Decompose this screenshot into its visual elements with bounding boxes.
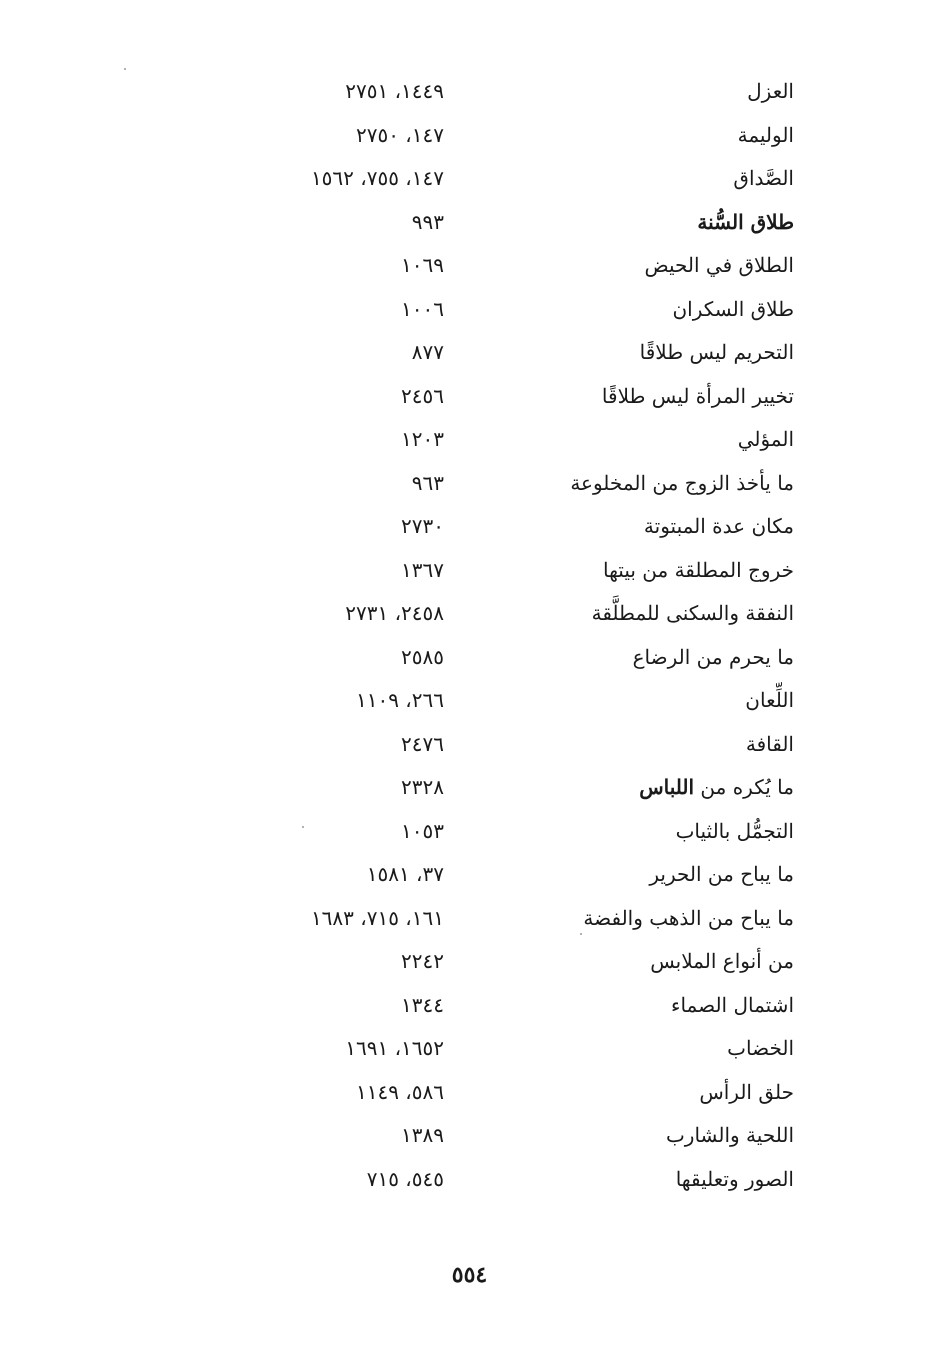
entry-page-references: ١٠٠٦ [401, 296, 444, 321]
index-row [0, 810, 939, 854]
entry-page-references: ٢٤٥٨، ٢٧٣١ [345, 601, 444, 625]
index-row [0, 244, 939, 288]
index-row [0, 1071, 939, 1115]
entry-label-keyword: اللباس [639, 775, 695, 799]
index-row [0, 1158, 939, 1202]
entry-page-references: ١٤٤٩، ٢٧٥١ [345, 79, 444, 103]
entry-label: ما يأخذ الزوج من المخلوعة [570, 470, 794, 495]
index-row [0, 157, 939, 201]
index-row [0, 114, 939, 158]
entry-page-references: ٢٢٤٢ [401, 949, 444, 973]
index-row [0, 679, 939, 723]
index-row [0, 940, 939, 984]
entry-label: حلق الرأس [699, 1079, 794, 1104]
entry-label: ما يباح من الذهب والفضة [583, 905, 794, 930]
entry-page-references: ٩٦٣ [411, 470, 444, 495]
index-row [0, 70, 939, 114]
index-row [0, 331, 939, 375]
entry-page-references: ٢٤٧٦ [401, 731, 444, 756]
entry-label: القافة [745, 731, 794, 756]
entry-page-references: ٩٩٣ [411, 209, 444, 234]
index-row [0, 984, 939, 1028]
index-row [0, 462, 939, 506]
index-row [0, 375, 939, 419]
entry-label: التجمُّل بالثياب [675, 818, 794, 843]
entry-label: من أنواع الملابس [650, 949, 794, 973]
entry-page-references: ١٦٥٢، ١٦٩١ [345, 1036, 444, 1060]
entry-label: خروج المطلقة من بيتها [602, 557, 794, 582]
entry-label: المؤلي [737, 427, 794, 451]
entry-label: العزل [747, 79, 794, 103]
entry-page-references: ١٣٦٧ [401, 557, 444, 582]
entry-page-references: ١٤٧، ٧٥٥، ١٥٦٢ [310, 166, 444, 190]
index-row [0, 592, 939, 636]
entry-label: طلاق السكران [672, 296, 794, 321]
index-row [0, 723, 939, 767]
index-list [0, 70, 939, 1201]
entry-page-references: ٢٥٨٥ [401, 644, 444, 669]
entry-label: التحريم ليس طلاقًا [639, 340, 794, 364]
entry-label: تخيير المرأة ليس طلاقًا [601, 383, 794, 408]
entry-label-text: ما يُكره من [694, 775, 794, 799]
entry-label: اللِّعان [745, 688, 794, 712]
entry-label: الطلاق في الحيض [644, 253, 794, 277]
entry-label: اشتمال الصماء [671, 992, 794, 1017]
index-row [0, 1027, 939, 1071]
entry-page-references: ١٤٧، ٢٧٥٠ [355, 122, 444, 147]
index-row [0, 636, 939, 680]
index-row [0, 1114, 939, 1158]
index-row [0, 288, 939, 332]
index-row [0, 201, 939, 245]
entry-page-references: ٢٧٣٠ [401, 514, 444, 538]
entry-page-references: ٢٣٢٨ [401, 775, 444, 799]
index-row [0, 549, 939, 593]
index-row [0, 418, 939, 462]
entry-label: الصور وتعليقها [675, 1166, 794, 1191]
index-row [0, 766, 939, 810]
entry-page-references: ٥٤٥، ٧١٥ [366, 1166, 444, 1191]
entry-page-references: ١٠٦٩ [401, 253, 444, 277]
entry-label: مكان عدة المبتوتة [643, 514, 794, 538]
entry-label: طلاق السُّنة [697, 209, 794, 234]
entry-page-references: ١٣٤٤ [401, 992, 444, 1017]
entry-label: اللحية والشارب [665, 1123, 794, 1147]
entry-page-references: ١٠٥٣ [401, 818, 444, 843]
entry-page-references: ٥٨٦، ١١٤٩ [355, 1079, 444, 1104]
index-row [0, 897, 939, 941]
entry-label: الصَّداق [733, 166, 794, 190]
entry-page-references: ٢٦٦، ١١٠٩ [355, 688, 444, 712]
entry-label [639, 770, 794, 804]
entry-page-references: ١٦١، ٧١٥، ١٦٨٣ [310, 905, 444, 930]
entry-page-references: ٨٧٧ [411, 340, 444, 364]
entry-page-references: ٢٤٥٦ [401, 383, 444, 408]
entry-page-references: ١٣٨٩ [401, 1123, 444, 1147]
page-number: ٥٥٤ [451, 1262, 488, 1288]
entry-label: ما يباح من الحرير [649, 862, 794, 886]
index-row [0, 853, 939, 897]
entry-label: ما يحرم من الرضاع [632, 644, 794, 669]
index-row [0, 505, 939, 549]
entry-label: الخضاب [727, 1036, 794, 1060]
entry-label: الوليمة [737, 122, 794, 147]
entry-page-references: ١٢٠٣ [401, 427, 444, 451]
entry-label: النفقة والسكنى للمطلَّقة [591, 601, 794, 625]
entry-page-references: ٣٧، ١٥٨١ [366, 862, 444, 886]
